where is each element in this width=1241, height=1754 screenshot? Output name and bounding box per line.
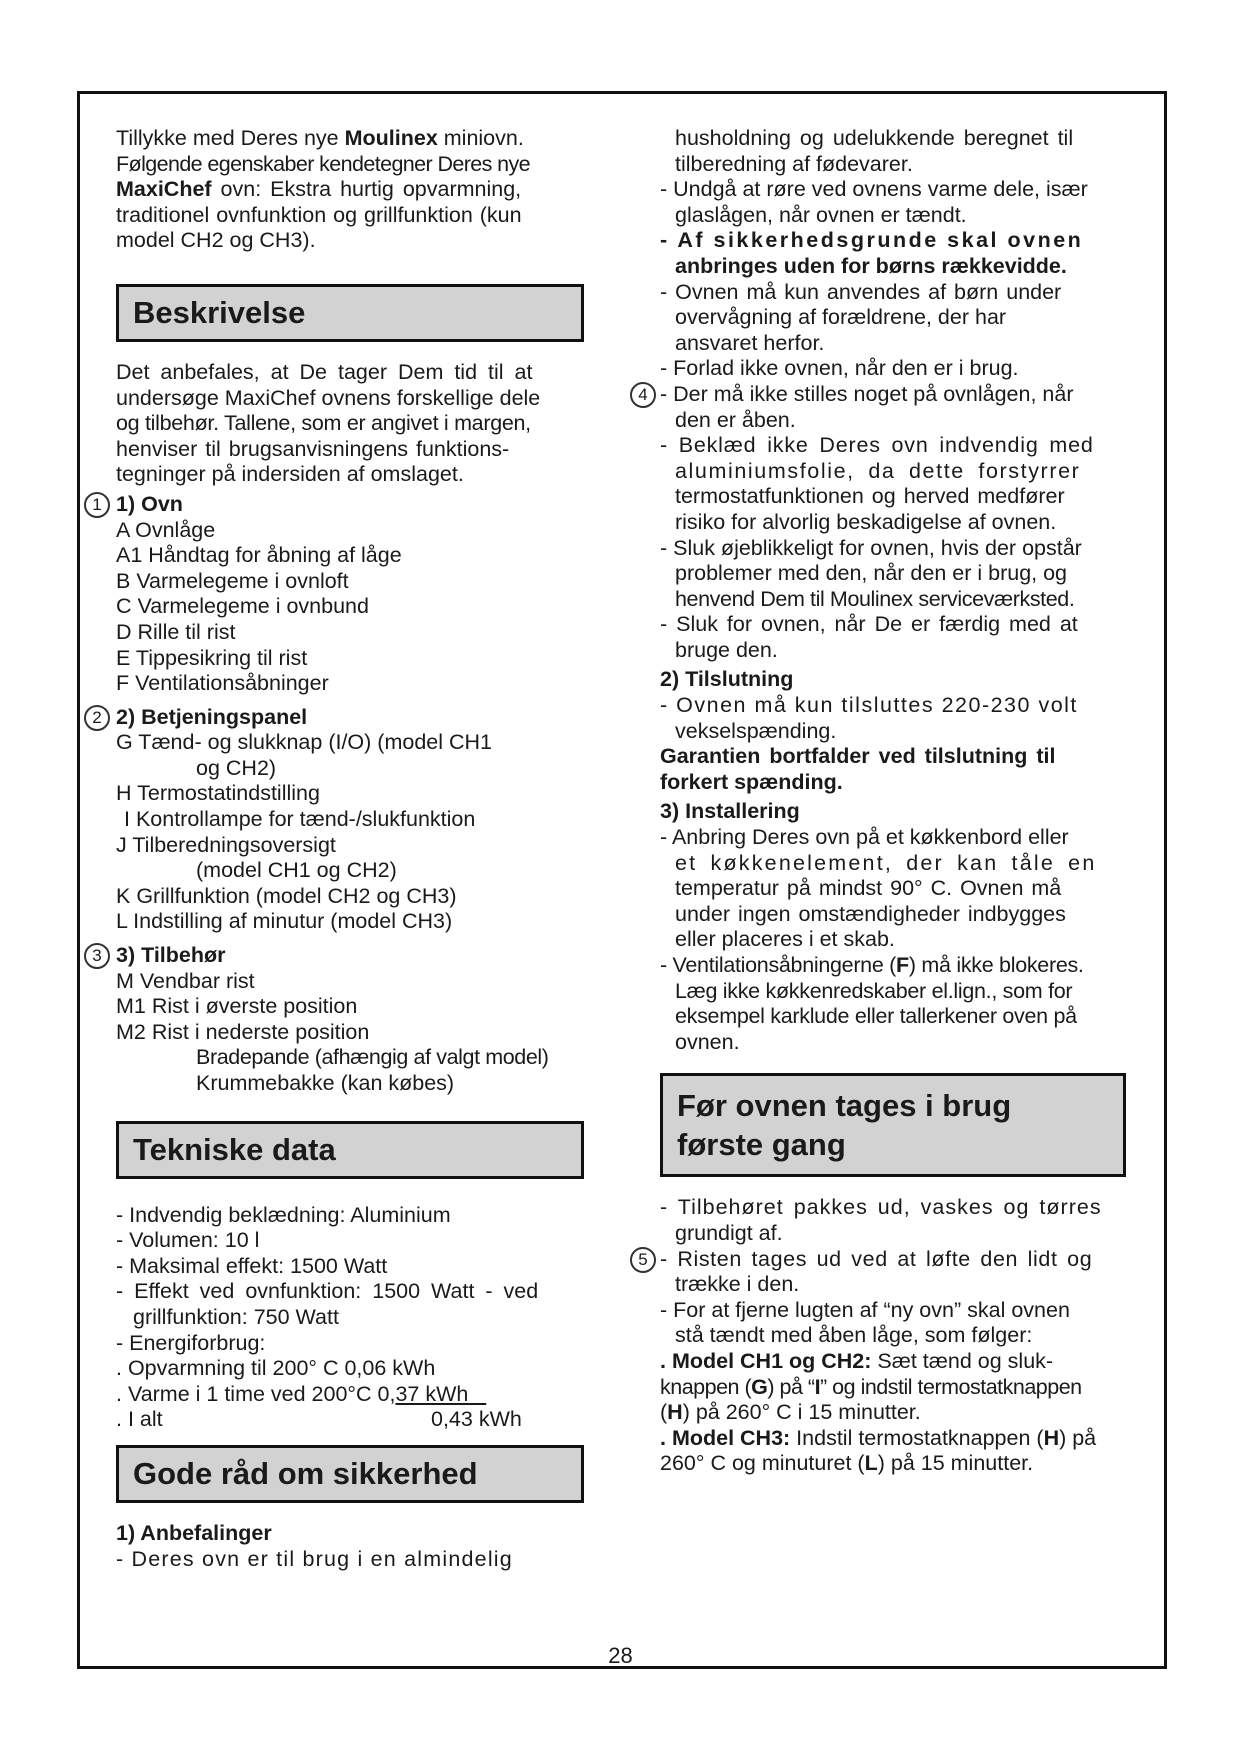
paragraph-line: ) på 15 minutter. — [877, 1451, 1034, 1476]
spec-line: - Volumen: 10 l — [116, 1228, 260, 1253]
paragraph-line: - Sluk øjeblikkeligt for ovnen, hvis der opstår — [660, 535, 1082, 560]
model-label-bold: . Model CH3: — [660, 1425, 791, 1450]
list-item: C Varmelegeme i ovnbund — [116, 594, 369, 619]
paragraph-line: stå tændt med åben låge, som følger: — [675, 1323, 1033, 1348]
paragraph-line: Indstil termostatknappen ( — [790, 1425, 1044, 1450]
paragraph-line: - Ventilationsåbningerne ( — [660, 953, 897, 977]
spec-line: - Effekt ved ovnfunktion: 1500 Watt - ved — [116, 1279, 539, 1304]
page-number: 28 — [608, 1643, 633, 1668]
paragraph-line: Sæt tænd og sluk- — [871, 1348, 1054, 1373]
paragraph-line: under ingen omstændigheder indbygges — [675, 901, 1066, 926]
intro-text: miniovn. — [437, 126, 524, 150]
list-item: (model CH1 og CH2) — [196, 858, 397, 883]
right-column — [638, 126, 1134, 1477]
warranty-warning-bold: forkert spænding. — [660, 769, 843, 794]
list-item: M1 Rist i øverste position — [116, 994, 358, 1019]
paragraph-line: knappen ( — [660, 1374, 752, 1399]
list-item: A1 Håndtag for åbning af låge — [116, 543, 402, 568]
reference-letter: H — [667, 1400, 683, 1425]
paragraph-line: - Deres ovn er til brug i en almindelig — [116, 1546, 513, 1571]
paragraph-line: - Tilbehøret pakkes ud, vaskes og tørres — [660, 1195, 1102, 1220]
tilbehor-section — [92, 943, 586, 1097]
reference-marker-1: 1 — [84, 492, 110, 518]
paragraph-line: eksempel karklude eller tallerkener oven på — [675, 1004, 1077, 1029]
paragraph-line: - Der må ikke stilles noget på ovnlågen, når — [660, 381, 1074, 406]
list-item: A Ovnlåge — [116, 517, 216, 542]
paragraph-line: trække i den. — [675, 1272, 800, 1297]
subheading-tilslutning: 2) Tilslutning — [660, 667, 794, 692]
list-item: J Tilberedningsoversigt — [116, 832, 336, 857]
list-item: B Varmelegeme i ovnloft — [116, 568, 349, 593]
paragraph-line: ) på — [1059, 1425, 1097, 1450]
paragraph-line: - For at fjerne lugten af “ny ovn” skal ovnen — [660, 1297, 1070, 1322]
paragraph-line: henviser til brugsanvisningens funktions- — [116, 436, 510, 461]
spec-line: . Varme i 1 time ved 200°C 0, — [116, 1381, 396, 1406]
section-title-line: Før ovnen tages i brug — [677, 1088, 1012, 1124]
reference-4-block — [638, 381, 1134, 408]
paragraph-line: husholdning og udelukkende beregnet til — [675, 126, 1074, 150]
paragraph-line: Det anbefales, at De tager Dem tid til at — [116, 359, 533, 384]
paragraph-line: grundigt af. — [675, 1220, 783, 1245]
reference-letter: G — [751, 1374, 768, 1399]
paragraph-line: 260° C og minuturet ( — [660, 1451, 865, 1476]
paragraph-line: - Anbring Deres ovn på et køkkenbord eller — [660, 825, 1069, 850]
reference-marker-4: 4 — [630, 382, 656, 408]
section-title-sikkerhed: Gode råd om sikkerhed — [116, 1445, 584, 1503]
tekniske-data-list — [116, 1203, 586, 1433]
intro-text: traditionel ovnfunktion og grillfunktion (kun — [116, 202, 522, 227]
model-label-bold: . Model CH1 og CH2: — [660, 1348, 872, 1373]
paragraph-line: - Sluk for ovnen, når De er færdig med at — [660, 612, 1078, 637]
intro-text: model CH2 og CH3). — [116, 228, 316, 253]
safety-warning-bold: anbringes uden for børns rækkevidde. — [675, 253, 1067, 278]
paragraph-line: ansvaret herfor. — [675, 330, 825, 355]
list-item: F Ventilationsåbninger — [116, 671, 329, 696]
subheading-installering: 3) Installering — [660, 799, 800, 824]
reference-letter: H — [1043, 1425, 1060, 1450]
paragraph-line: ovnen. — [675, 1029, 740, 1054]
betjening-section — [92, 704, 586, 935]
paragraph-line: henvend Dem til Moulinex serviceværksted. — [675, 586, 1075, 611]
paragraph-line: aluminiumsfolie, da dette forstyrrer — [675, 458, 1081, 483]
paragraph-line: tegninger på indersiden af omslaget. — [116, 462, 464, 487]
paragraph-line: - Risten tages ud ved at løfte den lidt og — [660, 1246, 1093, 1271]
subheading-anbefalinger: 1) Anbefalinger — [116, 1520, 272, 1545]
reference-5-block — [638, 1246, 1134, 1273]
paragraph-line: ) på “ — [767, 1374, 815, 1399]
paragraph-line: Læg ikke køkkenredskaber el.lign., som for — [675, 978, 1073, 1003]
list-item: K Grillfunktion (model CH2 og CH3) — [116, 883, 457, 908]
intro-text: Tillykke med Deres nye — [116, 126, 345, 150]
paragraph-line: termostatfunktionen og herved medfører — [675, 484, 1065, 509]
paragraph-line: overvågning af forældrene, der har — [675, 305, 1007, 330]
paragraph-line: - Ovnen må kun anvendes af børn under — [660, 279, 1062, 304]
list-item: L Indstilling af minutur (model CH3) — [116, 909, 453, 934]
intro-text: ovn: Ekstra hurtig opvarmning, — [211, 177, 522, 202]
paragraph-line: bruge den. — [675, 637, 778, 662]
subheading-betjeningspanel: 2) Betjeningspanel — [116, 704, 308, 729]
reference-letter: L — [864, 1451, 878, 1476]
paragraph-line: glaslågen, når ovnen er tændt. — [675, 202, 967, 227]
paragraph-line: problemer med den, når den er i brug, og — [675, 561, 1068, 586]
paragraph-line: vekselspænding. — [675, 718, 837, 743]
spec-line: grillfunktion: 750 Watt — [133, 1304, 339, 1329]
spec-line: . I alt — [116, 1407, 163, 1432]
brand-maxichef: MaxiChef — [116, 177, 212, 202]
list-item: H Termostatindstilling — [116, 781, 320, 806]
paragraph-line: - Beklæd ikke Deres ovn indvendig med — [660, 433, 1094, 458]
spec-line: - Indvendig beklædning: Aluminium — [116, 1202, 451, 1227]
list-item: og CH2) — [196, 755, 277, 780]
section-title-line: første gang — [677, 1127, 846, 1163]
reference-letter: F — [896, 953, 909, 977]
paragraph-line: den er åben. — [675, 407, 796, 432]
left-column — [92, 126, 586, 1572]
paragraph-line: risiko for alvorlig beskadigelse af ovnen. — [675, 509, 1057, 534]
reference-marker-5: 5 — [630, 1247, 656, 1273]
paragraph-line: tilberedning af fødevarer. — [675, 151, 913, 176]
list-item: M Vendbar rist — [116, 968, 255, 993]
intro-text: Følgende egenskaber kendetegner Deres nye — [116, 151, 531, 176]
paragraph-line: ( — [660, 1400, 668, 1425]
beskrivelse-paragraph — [116, 360, 586, 488]
paragraph-line: - Undgå at røre ved ovnens varme dele, især — [660, 177, 1088, 202]
spec-value-underlined: 37 kWh — [395, 1381, 487, 1406]
list-item: Bradepande (afhængig af valgt model) — [196, 1045, 549, 1070]
section-title-forste-gang — [660, 1073, 1126, 1177]
section-title-beskrivelse: Beskrivelse — [116, 284, 584, 342]
paragraph-line: - Ovnen må kun tilsluttes 220-230 volt — [660, 693, 1078, 718]
list-item: Krummebakke (kan købes) — [196, 1071, 455, 1095]
reference-letter: I — [814, 1374, 821, 1399]
spec-line: - Maksimal effekt: 1500 Watt — [116, 1253, 388, 1278]
spec-line: - Energiforbrug: — [116, 1330, 266, 1355]
paragraph-line: eller placeres i et skab. — [675, 927, 895, 952]
list-item: D Rille til rist — [116, 619, 236, 644]
brand-moulinex: Moulinex — [344, 126, 438, 150]
list-item: G Tænd- og slukknap (I/O) (model CH1 — [116, 730, 492, 755]
safety-warning-bold: - Af sikkerhedsgrunde skal ovnen — [660, 228, 1084, 253]
paragraph-line: et køkkenelement, der kan tåle en — [675, 850, 1097, 875]
paragraph-line: temperatur på mindst 90° C. Ovnen må — [675, 876, 1062, 901]
spec-total-value: 0,43 kWh — [431, 1407, 522, 1432]
paragraph-line: ) må ikke blokeres. — [908, 953, 1084, 977]
list-item: M2 Rist i nederste position — [116, 1019, 370, 1044]
warranty-warning-bold: Garantien bortfalder ved tilslutning til — [660, 744, 1056, 769]
paragraph-line: - Forlad ikke ovnen, når den er i brug. — [660, 356, 1019, 381]
paragraph-line: og tilbehør. Tallene, som er angivet i margen, — [116, 411, 531, 436]
section-title-tekniske-data: Tekniske data — [116, 1121, 584, 1179]
ovn-section — [92, 491, 586, 697]
intro — [116, 126, 586, 254]
list-item: E Tippesikring til rist — [116, 645, 308, 670]
subheading-ovn: 1) Ovn — [116, 491, 183, 516]
list-item: I Kontrollampe for tænd-/slukfunktion — [124, 807, 476, 832]
subheading-tilbehor: 3) Tilbehør — [116, 943, 226, 968]
reference-marker-3: 3 — [84, 943, 110, 969]
paragraph-line: undersøge MaxiChef ovnens forskellige dele — [116, 385, 541, 410]
spec-line: . Opvarmning til 200° C 0,06 kWh — [116, 1356, 436, 1381]
paragraph-line: ) på 260° C i 15 minutter. — [682, 1400, 921, 1425]
paragraph-line: ” og indstil termostatknappen — [820, 1374, 1082, 1399]
reference-marker-2: 2 — [84, 705, 110, 731]
